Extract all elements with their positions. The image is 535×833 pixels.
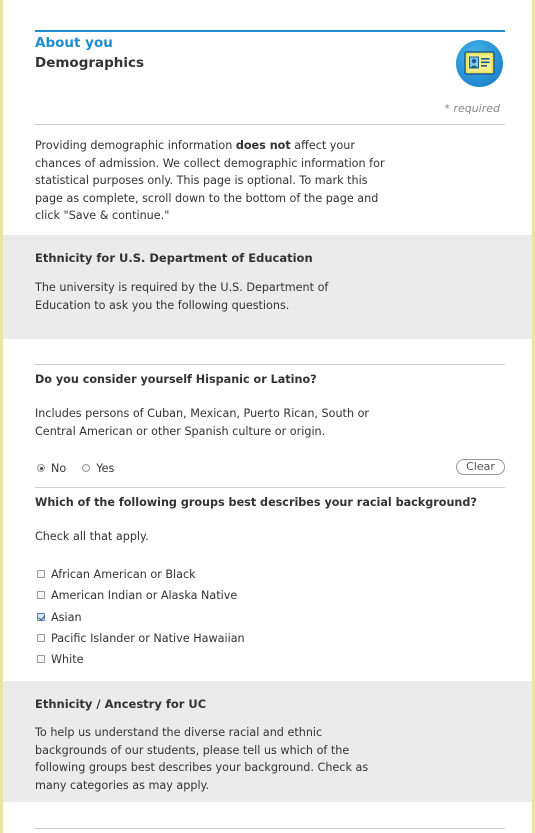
hispanic-question-title: Do you consider yourself Hispanic or Latino? [35,373,317,386]
race-option-white[interactable] [37,651,84,667]
checkbox[interactable] [37,591,45,599]
race-question-instruction: Check all that apply. [35,530,149,543]
doe-section-title: Ethnicity for U.S. Department of Education [35,251,313,265]
hispanic-question-description: Includes persons of Cuban, Mexican, Puerto Rican, South or Central American or other Spanish culture or origin. [35,407,370,438]
intro-text [35,137,385,225]
race-option-pacific-islander[interactable] [37,630,245,646]
clear-button[interactable]: Clear [456,459,505,475]
header-divider [35,124,505,125]
race-option-label[interactable]: White [51,652,84,666]
race-option-label[interactable]: African American or Black [51,567,196,581]
race-option-american-indian[interactable] [37,587,237,603]
uc-section-title: Ethnicity / Ancestry for UC [35,697,207,711]
doe-section [3,235,535,339]
race-option-african-american[interactable] [37,566,196,582]
page-title: Demographics [35,55,145,71]
race-option-label[interactable]: American Indian or Alaska Native [51,588,238,602]
checkbox[interactable] [37,570,45,578]
uc-section-description: To help us understand the diverse racial and ethnic backgrounds of our students, please tell us which of the following groups best describes your background. Check as many categories as may apply. [35,726,369,792]
race-divider [35,487,505,488]
intro-text-end: affect your chances of admission. We collect demographic information for statistical purposes only. This page is optional. To mark this page as complete, scroll down to the bottom of the page and click "Save & continue." [35,139,385,222]
uc-section [3,681,535,802]
radio-yes[interactable] [82,464,90,472]
race-option-asian[interactable] [37,609,82,625]
checkbox[interactable] [37,634,45,642]
id-card-icon [456,40,503,87]
radio-no-label[interactable]: No [51,461,67,475]
hispanic-radio-group [37,460,130,476]
radio-no[interactable] [37,464,45,472]
section-label: About you [35,35,113,51]
checkbox-checked[interactable] [37,613,45,621]
intro-text-start: Providing demographic information [35,139,236,152]
required-note: * required [444,102,500,115]
race-option-label[interactable]: Pacific Islander or Native Hawaiian [51,631,245,645]
intro-text-bold: does not [235,139,291,152]
bottom-divider [35,828,505,829]
header-rule [35,30,505,32]
hispanic-divider [35,364,505,365]
race-option-label[interactable]: Asian [51,610,82,624]
radio-yes-label[interactable]: Yes [96,461,115,475]
doe-section-description: The university is required by the U.S. Department of Education to ask you the following questions. [35,281,329,312]
race-question-title: Which of the following groups best describes your racial background? [35,496,477,509]
checkbox[interactable] [37,655,45,663]
